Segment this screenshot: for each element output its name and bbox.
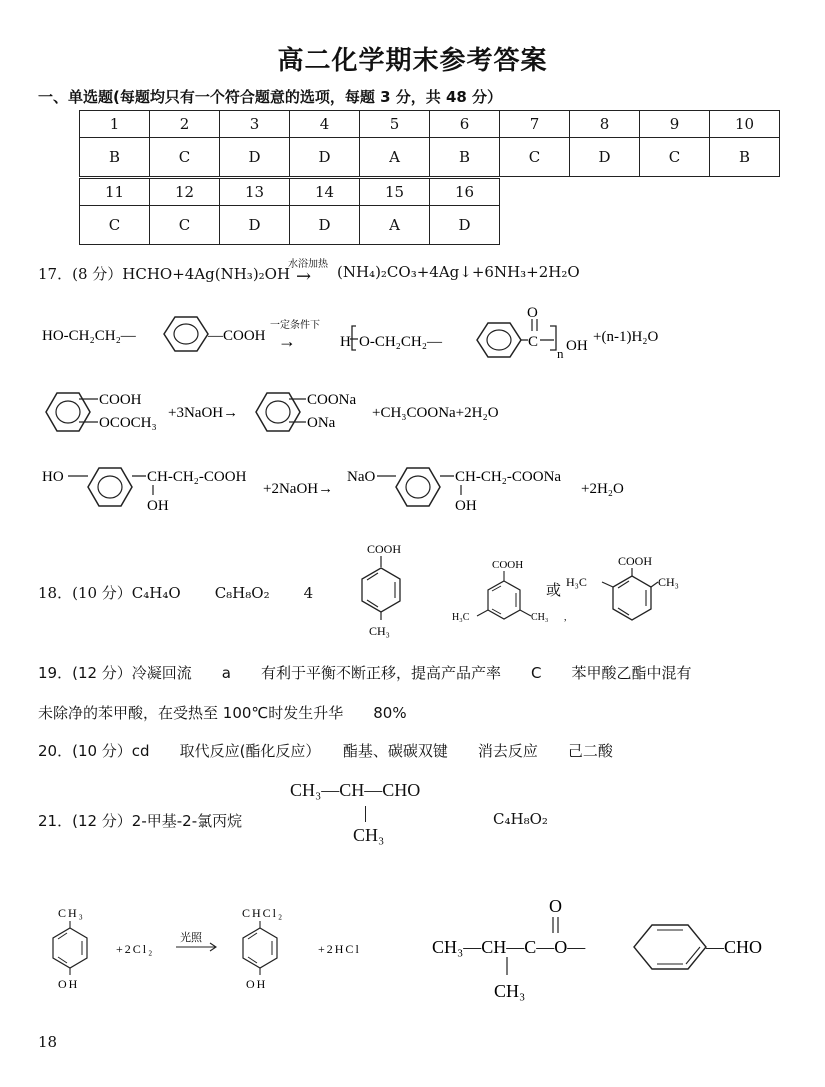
eq2-o: O <box>527 305 538 321</box>
benzene-ring-icon <box>477 323 521 357</box>
question-number-cell: 7 <box>500 111 570 138</box>
bracket-left <box>352 326 356 350</box>
answer-cell: B <box>710 138 780 177</box>
q21-reaction <box>38 895 783 1010</box>
answer-cell: D <box>290 138 360 177</box>
question-number-cell: 14 <box>290 179 360 206</box>
answer-cell: A <box>360 138 430 177</box>
eq2-condition: 一定条件下 <box>270 320 320 331</box>
answer-cell: C <box>640 138 710 177</box>
eq4-nao: NaO <box>347 469 376 485</box>
eq4-ho: HO <box>42 469 64 485</box>
benzene-ring-icon <box>164 317 208 351</box>
benzene-ring-icon <box>243 928 277 968</box>
page-title: 高二化学期末参考答案 <box>277 46 548 76</box>
eq3-mid: +3NaOH→ <box>168 405 239 421</box>
q17-label: 17．(8 分） <box>38 265 123 283</box>
stray-mark: , <box>564 612 567 623</box>
q21-label: 21．(12 分）2-甲基-2-氯丙烷 <box>38 812 243 830</box>
q21-formula: C₄H₈O₂ <box>493 810 548 828</box>
section-heading: 一、单选题(每题均只有一个符合题意的选项，每题 3 分，共 48 分） <box>38 88 503 106</box>
q21-ester-right: —CHO <box>706 937 763 957</box>
question-number-cell: 10 <box>710 111 780 138</box>
eq4-right: +2H₂O <box>581 481 624 497</box>
benzene-ring-icon <box>53 928 87 968</box>
q20-line: 20．(10 分）cd 取代反应(酯化反应） 酯基、碳碳双键 消去反应 己二酸 <box>38 742 613 760</box>
answer-table-1 <box>79 110 780 177</box>
q17-eq3-structure <box>38 385 638 445</box>
q18-or: 或 <box>546 581 562 599</box>
answer-cell: C <box>150 138 220 177</box>
eq2-n: n <box>557 346 564 361</box>
q17-eq4-structure <box>38 455 738 520</box>
benzene-ring-icon <box>634 925 706 969</box>
question-number-cell: 12 <box>150 179 220 206</box>
answer-cell: D <box>220 138 290 177</box>
q19-line2: 未除净的苯甲酸，在受热至 100℃时发生升华 80% <box>38 704 407 722</box>
q18-ch3c: CH₃ <box>658 575 679 589</box>
question-number-cell: 11 <box>80 179 150 206</box>
q21-ester-ch3: CH₃ <box>494 981 526 1001</box>
eq3-ococh3: OCOCH₃ <box>99 415 157 431</box>
page-number: 18 <box>38 1033 58 1051</box>
eq2-left-b: —COOH <box>208 328 266 344</box>
bracket-right <box>550 326 556 350</box>
eq2-chain: O-CH₂CH₂— <box>359 334 442 350</box>
eq3-coona: COONa <box>307 392 357 408</box>
answer-cell: B <box>80 138 150 177</box>
question-number-cell: 9 <box>640 111 710 138</box>
answer-cell: D <box>290 206 360 245</box>
question-number-cell: 8 <box>570 111 640 138</box>
q18-ch3b: CH₃ <box>531 612 549 623</box>
answer-cell: C <box>80 206 150 245</box>
q21-oh: OH <box>58 977 80 991</box>
answer-cell: A <box>360 206 430 245</box>
q18-a1: C₄H₄O <box>131 584 181 602</box>
eq2-c: C <box>528 334 539 350</box>
question-number-cell: 2 <box>150 111 220 138</box>
q18-cooh: COOH <box>367 542 402 556</box>
answer-table-2 <box>79 178 500 245</box>
eq2-left-a: HO-CH₂CH₂— <box>42 328 136 344</box>
question-number-cell: 6 <box>430 111 500 138</box>
eq3-ona: ONa <box>307 415 336 431</box>
q21-aldehyde-top: CH₃—CH—CHO <box>290 780 421 800</box>
q21-ch3: CH₃ <box>58 906 85 920</box>
answer-cell: D <box>220 206 290 245</box>
eq4-oh: OH <box>147 498 169 514</box>
benzene-ring-icon <box>396 468 440 506</box>
answer-cell: C <box>500 138 570 177</box>
benzene-ring-icon <box>613 576 651 620</box>
answer-cell: D <box>570 138 640 177</box>
q21-plus-hcl: +2HCl <box>318 942 361 956</box>
benzene-ring-icon <box>362 568 400 612</box>
q21-aldehyde-bottom: CH₃ <box>353 825 385 845</box>
eq2-h: H <box>340 334 351 350</box>
q18-a2: C₈H₈O₂ <box>214 584 270 602</box>
q17-eq2-structure <box>38 303 738 373</box>
answer-cell: C <box>150 206 220 245</box>
eq4-oh2: OH <box>455 498 477 514</box>
q21-ester-left: CH₃—CH—C—O— <box>432 937 586 957</box>
q21-chcl2: CHCl₂ <box>242 906 285 920</box>
question-number-cell: 16 <box>430 179 500 206</box>
q21-condition: 光照 <box>180 931 202 944</box>
q18-label: 18．(10 分） <box>38 584 132 602</box>
eq3-cooh: COOH <box>99 392 142 408</box>
q18-cooh3: COOH <box>618 554 653 568</box>
benzene-ring-icon <box>488 581 520 619</box>
eq4-chain: CH-CH₂-COOH <box>147 469 247 485</box>
eq2-oh: OH <box>566 338 588 354</box>
q21-plus-cl2: +2Cl₂ <box>116 942 155 956</box>
q18-structures <box>340 540 700 640</box>
arrow-icon: → <box>278 331 296 351</box>
q18-h3c2: H₃C <box>566 575 587 589</box>
q17-eq1-left: HCHO+4Ag(NH₃)₂OH <box>122 265 291 283</box>
q17-eq1-condition: 水浴加热 <box>288 259 328 270</box>
eq4-chain2: CH-CH₂-COONa <box>455 469 562 485</box>
q21-oh2: OH <box>246 977 268 991</box>
q17-eq1 <box>38 263 290 284</box>
q21-ester-o: O <box>549 896 562 916</box>
eq3-right: +CH₃COONa+2H₂O <box>372 405 499 421</box>
q18-cooh2: COOH <box>492 559 524 571</box>
question-number-cell: 15 <box>360 179 430 206</box>
q18-ch3: CH₃ <box>369 624 390 638</box>
q18-a3: 4 <box>303 584 314 602</box>
q17-eq1-right: (NH₄)₂CO₃+4Ag↓+6NH₃+2H₂O <box>337 263 580 281</box>
answer-cell: D <box>430 206 500 245</box>
answer-cell: B <box>430 138 500 177</box>
question-number-cell: 1 <box>80 111 150 138</box>
q19-line1: 19．(12 分）冷凝回流 a 有利于平衡不断正移，提高产品产率 C 苯甲酸乙酯中混有 <box>38 664 692 682</box>
q18-h3c: H₃C <box>452 612 470 623</box>
question-number-cell: 3 <box>220 111 290 138</box>
question-number-cell: 4 <box>290 111 360 138</box>
eq4-mid: +2NaOH→ <box>263 481 334 497</box>
arrow-icon: → <box>296 266 312 287</box>
benzene-ring-icon <box>88 468 132 506</box>
eq2-right: +(n-1)H₂O <box>593 329 659 345</box>
q18-line <box>38 582 313 603</box>
question-number-cell: 13 <box>220 179 290 206</box>
question-number-cell: 5 <box>360 111 430 138</box>
bond-line <box>365 806 366 822</box>
